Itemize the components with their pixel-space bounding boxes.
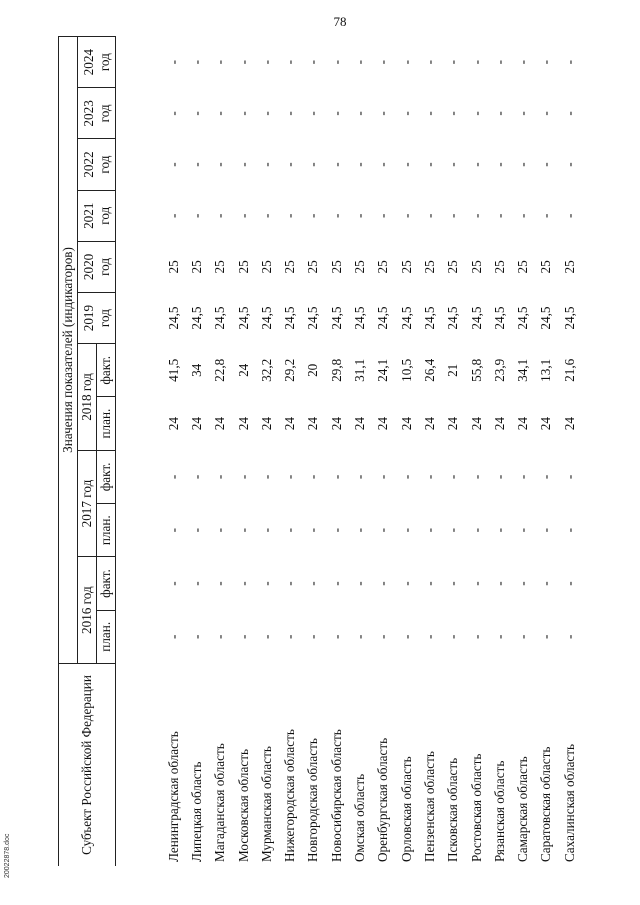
value-cell: - [282, 59, 298, 65]
value-cell: 24,5 [398, 306, 414, 330]
value-cell: 25 [445, 260, 461, 274]
value-cell: - [515, 59, 531, 65]
region-name: Ростовская область [468, 753, 484, 862]
value-cell: - [491, 111, 507, 116]
value-cell: - [305, 111, 321, 116]
value-cell: 24 [352, 417, 368, 431]
value-cell: - [375, 213, 391, 218]
year-2020-header: 2020 год [78, 241, 116, 292]
region-name: Московская область [235, 749, 251, 862]
region-name: Ленинградская область [165, 731, 181, 862]
value-cell: - [398, 581, 414, 586]
value-cell: - [212, 162, 228, 167]
value-cell: 24 [421, 417, 437, 431]
region-name: Саратовская область [538, 746, 554, 862]
indicator-table [58, 36, 581, 866]
value-cell: - [305, 213, 321, 218]
value-cell: 24,5 [328, 306, 344, 330]
value-cell: - [352, 213, 368, 218]
value-cell: - [398, 634, 414, 639]
plan-2016-header: план. [97, 610, 116, 663]
value-cell: - [421, 581, 437, 586]
value-cell: 10,5 [398, 358, 414, 382]
value-cell: - [258, 162, 274, 167]
table-row [302, 37, 325, 867]
value-cell: - [515, 474, 531, 480]
table-row [418, 37, 441, 867]
value-cell: - [212, 213, 228, 218]
value-cell: 25 [398, 260, 414, 274]
year-2019-header: 2019 год [78, 292, 116, 343]
value-cell: - [212, 474, 228, 480]
value-cell: - [282, 111, 298, 116]
value-cell: 25 [352, 260, 368, 274]
subject-header: Субъект Российской Федерации [59, 663, 116, 866]
value-cell: - [305, 634, 321, 639]
value-cell: - [468, 474, 484, 480]
value-cell: - [375, 474, 391, 480]
value-cell: 25 [212, 260, 228, 274]
value-cell: - [165, 528, 181, 533]
value-cell: - [328, 59, 344, 65]
value-cell: 26,4 [421, 358, 437, 382]
value-cell: - [445, 162, 461, 167]
value-cell: 24 [375, 417, 391, 431]
table-row [442, 37, 465, 867]
value-cell: 25 [561, 260, 577, 274]
value-cell: 24 [188, 417, 204, 431]
value-cell: - [398, 474, 414, 480]
value-cell: - [398, 528, 414, 533]
value-cell: 29,8 [328, 358, 344, 382]
value-cell: - [421, 111, 437, 116]
value-cell: - [375, 634, 391, 639]
table-row [372, 37, 395, 867]
value-cell: - [445, 213, 461, 218]
table-row [348, 37, 371, 867]
table-row [511, 37, 534, 867]
region-name: Новосибирская область [328, 729, 344, 862]
region-name: Пензенская область [421, 751, 437, 862]
value-cell: 24 [445, 417, 461, 431]
value-cell: 24 [235, 417, 251, 431]
value-cell: - [235, 162, 251, 167]
value-cell: - [258, 111, 274, 116]
value-cell: - [561, 162, 577, 167]
fact-2016-header: факт. [97, 557, 116, 610]
value-cell: - [468, 162, 484, 167]
region-name: Мурманская область [258, 746, 274, 862]
value-cell: - [561, 213, 577, 218]
value-cell: 25 [282, 260, 298, 274]
value-cell: 21,6 [561, 358, 577, 382]
value-cell: - [188, 634, 204, 639]
value-cell: - [515, 162, 531, 167]
value-cell: - [305, 581, 321, 586]
value-cell: - [165, 162, 181, 167]
value-cell: - [445, 581, 461, 586]
value-cell: 25 [468, 260, 484, 274]
value-cell: - [515, 213, 531, 218]
value-cell: - [491, 528, 507, 533]
value-cell: - [375, 59, 391, 65]
value-cell: 21 [445, 363, 461, 377]
value-cell: - [235, 213, 251, 218]
value-cell: 24,5 [538, 306, 554, 330]
value-cell: - [421, 59, 437, 65]
value-cell: - [538, 528, 554, 533]
value-cell: 24 [468, 417, 484, 431]
value-cell: - [352, 528, 368, 533]
plan-2017-header: план. [97, 504, 116, 557]
region-name: Рязанская область [491, 760, 507, 862]
value-cell: - [515, 528, 531, 533]
value-cell: - [445, 474, 461, 480]
table-row [488, 37, 511, 867]
value-cell: - [375, 162, 391, 167]
value-cell: - [561, 111, 577, 116]
value-cell: - [282, 581, 298, 586]
value-cell: - [398, 162, 414, 167]
value-cell: 25 [515, 260, 531, 274]
value-cell: - [212, 59, 228, 65]
value-cell: - [212, 528, 228, 533]
rotated-table-container [58, 14, 577, 866]
value-cell: 24,5 [561, 306, 577, 330]
value-cell: - [282, 213, 298, 218]
value-cell: - [398, 213, 414, 218]
value-cell: - [491, 162, 507, 167]
value-cell: 25 [305, 260, 321, 274]
value-cell: - [282, 474, 298, 480]
value-cell: - [258, 528, 274, 533]
value-cell: - [538, 111, 554, 116]
value-cell: - [305, 528, 321, 533]
value-cell: - [282, 162, 298, 167]
value-cell: - [468, 528, 484, 533]
value-cell: - [398, 111, 414, 116]
value-cell: - [328, 634, 344, 639]
value-cell: - [352, 162, 368, 167]
value-cell: 31,1 [352, 358, 368, 382]
value-cell: 24,1 [375, 358, 391, 382]
value-cell: - [421, 474, 437, 480]
value-cell: - [398, 59, 414, 65]
value-cell: 24,5 [421, 306, 437, 330]
value-cell: - [445, 634, 461, 639]
value-cell: 34 [188, 363, 204, 377]
value-cell: - [258, 59, 274, 65]
plan-2018-header: план. [97, 397, 116, 450]
value-cell: - [328, 528, 344, 533]
value-cell: 25 [421, 260, 437, 274]
value-cell: - [491, 474, 507, 480]
table-row [395, 37, 418, 867]
table-row [209, 37, 232, 867]
values-group-header: Значения показателей (индикаторов) [59, 37, 78, 664]
value-cell: 24,5 [468, 306, 484, 330]
value-cell: 24 [282, 417, 298, 431]
value-cell: - [421, 213, 437, 218]
value-cell: - [491, 59, 507, 65]
value-cell: - [538, 59, 554, 65]
value-cell: - [165, 213, 181, 218]
value-cell: 24,5 [258, 306, 274, 330]
value-cell: 24 [515, 417, 531, 431]
value-cell: - [352, 634, 368, 639]
value-cell: - [282, 634, 298, 639]
value-cell: - [515, 634, 531, 639]
region-name: Орловская область [398, 756, 414, 862]
value-cell: - [235, 111, 251, 116]
value-cell: - [421, 634, 437, 639]
region-name: Псковская область [445, 757, 461, 862]
value-cell: - [305, 162, 321, 167]
value-cell: - [561, 528, 577, 533]
region-name: Магаданская область [212, 743, 228, 862]
value-cell: 20 [305, 363, 321, 377]
value-cell: - [375, 111, 391, 116]
value-cell: - [328, 213, 344, 218]
value-cell: 24,5 [282, 306, 298, 330]
table-row [185, 37, 208, 867]
value-cell: - [561, 59, 577, 65]
year-2024-header: 2024 год [78, 37, 116, 88]
value-cell: - [491, 634, 507, 639]
value-cell: 23,9 [491, 358, 507, 382]
value-cell: 22,8 [212, 358, 228, 382]
value-cell: - [375, 528, 391, 533]
region-name: Новгородская область [305, 738, 321, 862]
value-cell: - [538, 581, 554, 586]
value-cell: - [258, 213, 274, 218]
page-number: 78 [333, 14, 347, 29]
value-cell: - [188, 528, 204, 533]
value-cell: 24 [398, 417, 414, 431]
value-cell: - [445, 528, 461, 533]
value-cell: - [235, 474, 251, 480]
value-cell: - [491, 581, 507, 586]
value-cell: - [445, 59, 461, 65]
year-2022-header: 2022 год [78, 139, 116, 190]
value-cell: - [421, 528, 437, 533]
year-2016-header: 2016 год [78, 557, 97, 664]
table-row [162, 37, 185, 867]
value-cell: - [538, 162, 554, 167]
value-cell: 24 [165, 417, 181, 431]
value-cell: 34,1 [515, 358, 531, 382]
table-row [558, 37, 581, 867]
value-cell: - [328, 162, 344, 167]
value-cell: - [258, 581, 274, 586]
value-cell: - [188, 213, 204, 218]
value-cell: 55,8 [468, 358, 484, 382]
value-cell: 24,5 [445, 306, 461, 330]
value-cell: - [468, 59, 484, 65]
value-cell: - [165, 581, 181, 586]
value-cell: - [305, 474, 321, 480]
value-cell: - [188, 111, 204, 116]
value-cell: - [515, 581, 531, 586]
value-cell: 29,2 [282, 358, 298, 382]
value-cell: 24,5 [352, 306, 368, 330]
value-cell: - [328, 111, 344, 116]
region-name: Липецкая область [188, 761, 204, 862]
value-cell: - [188, 59, 204, 65]
table-row [535, 37, 558, 867]
value-cell: - [235, 634, 251, 639]
document-id: 20022878.doc [4, 833, 11, 878]
region-name: Самарская область [515, 756, 531, 862]
value-cell: 24,5 [188, 306, 204, 330]
value-cell: - [212, 581, 228, 586]
value-cell: 24,5 [375, 306, 391, 330]
value-cell: - [561, 581, 577, 586]
value-cell: - [305, 59, 321, 65]
table-row [255, 37, 278, 867]
value-cell: 32,2 [258, 358, 274, 382]
value-cell: - [212, 111, 228, 116]
table-body [116, 37, 582, 867]
year-2021-header: 2021 год [78, 190, 116, 241]
value-cell: - [235, 581, 251, 586]
table-row [278, 37, 301, 867]
value-cell: - [188, 581, 204, 586]
value-cell: 25 [375, 260, 391, 274]
value-cell: - [282, 528, 298, 533]
value-cell: 24 [561, 417, 577, 431]
blank-row [116, 37, 163, 867]
table-row [325, 37, 348, 867]
value-cell: - [491, 213, 507, 218]
value-cell: - [188, 474, 204, 480]
value-cell: 25 [165, 260, 181, 274]
value-cell: 24,5 [515, 306, 531, 330]
value-cell: 24 [538, 417, 554, 431]
value-cell: - [515, 111, 531, 116]
region-name: Омская область [352, 773, 368, 862]
region-name: Нижегородская область [282, 729, 298, 862]
value-cell: - [328, 581, 344, 586]
value-cell: - [328, 474, 344, 480]
value-cell: - [165, 634, 181, 639]
value-cell: 25 [188, 260, 204, 274]
region-name: Сахалинская область [561, 743, 577, 862]
value-cell: - [421, 162, 437, 167]
value-cell: 25 [538, 260, 554, 274]
value-cell: - [468, 581, 484, 586]
value-cell: - [258, 634, 274, 639]
year-2023-header: 2023 год [78, 88, 116, 139]
value-cell: - [212, 634, 228, 639]
table-row [465, 37, 488, 867]
value-cell: 13,1 [538, 358, 554, 382]
value-cell: - [445, 111, 461, 116]
value-cell: - [561, 634, 577, 639]
value-cell: 24,5 [212, 306, 228, 330]
value-cell: 24 [235, 363, 251, 377]
value-cell: 24 [328, 417, 344, 431]
value-cell: - [235, 528, 251, 533]
value-cell: - [468, 213, 484, 218]
value-cell: 24,5 [491, 306, 507, 330]
value-cell: 25 [491, 260, 507, 274]
value-cell: - [468, 111, 484, 116]
value-cell: - [165, 111, 181, 116]
value-cell: 24 [305, 417, 321, 431]
value-cell: - [375, 581, 391, 586]
value-cell: - [538, 634, 554, 639]
value-cell: - [352, 59, 368, 65]
value-cell: 24 [258, 417, 274, 431]
value-cell: - [258, 474, 274, 480]
value-cell: - [165, 59, 181, 65]
value-cell: 25 [328, 260, 344, 274]
value-cell: 25 [235, 260, 251, 274]
value-cell: - [165, 474, 181, 480]
value-cell: - [352, 111, 368, 116]
region-name: Оренбургская область [375, 737, 391, 862]
fact-2018-header: факт. [97, 344, 116, 397]
table-row [232, 37, 255, 867]
value-cell: - [561, 474, 577, 480]
value-cell: - [468, 634, 484, 639]
value-cell: 41,5 [165, 358, 181, 382]
value-cell: 24,5 [235, 306, 251, 330]
value-cell: - [538, 213, 554, 218]
value-cell: - [235, 59, 251, 65]
value-cell: 24 [491, 417, 507, 431]
year-2018-header: 2018 год [78, 344, 97, 451]
value-cell: 25 [258, 260, 274, 274]
fact-2017-header: факт. [97, 450, 116, 503]
value-cell: 24,5 [165, 306, 181, 330]
value-cell: - [188, 162, 204, 167]
value-cell: 24 [212, 417, 228, 431]
value-cell: - [352, 581, 368, 586]
value-cell: - [538, 474, 554, 480]
year-2017-header: 2017 год [78, 450, 97, 557]
value-cell: 24,5 [305, 306, 321, 330]
value-cell: - [352, 474, 368, 480]
